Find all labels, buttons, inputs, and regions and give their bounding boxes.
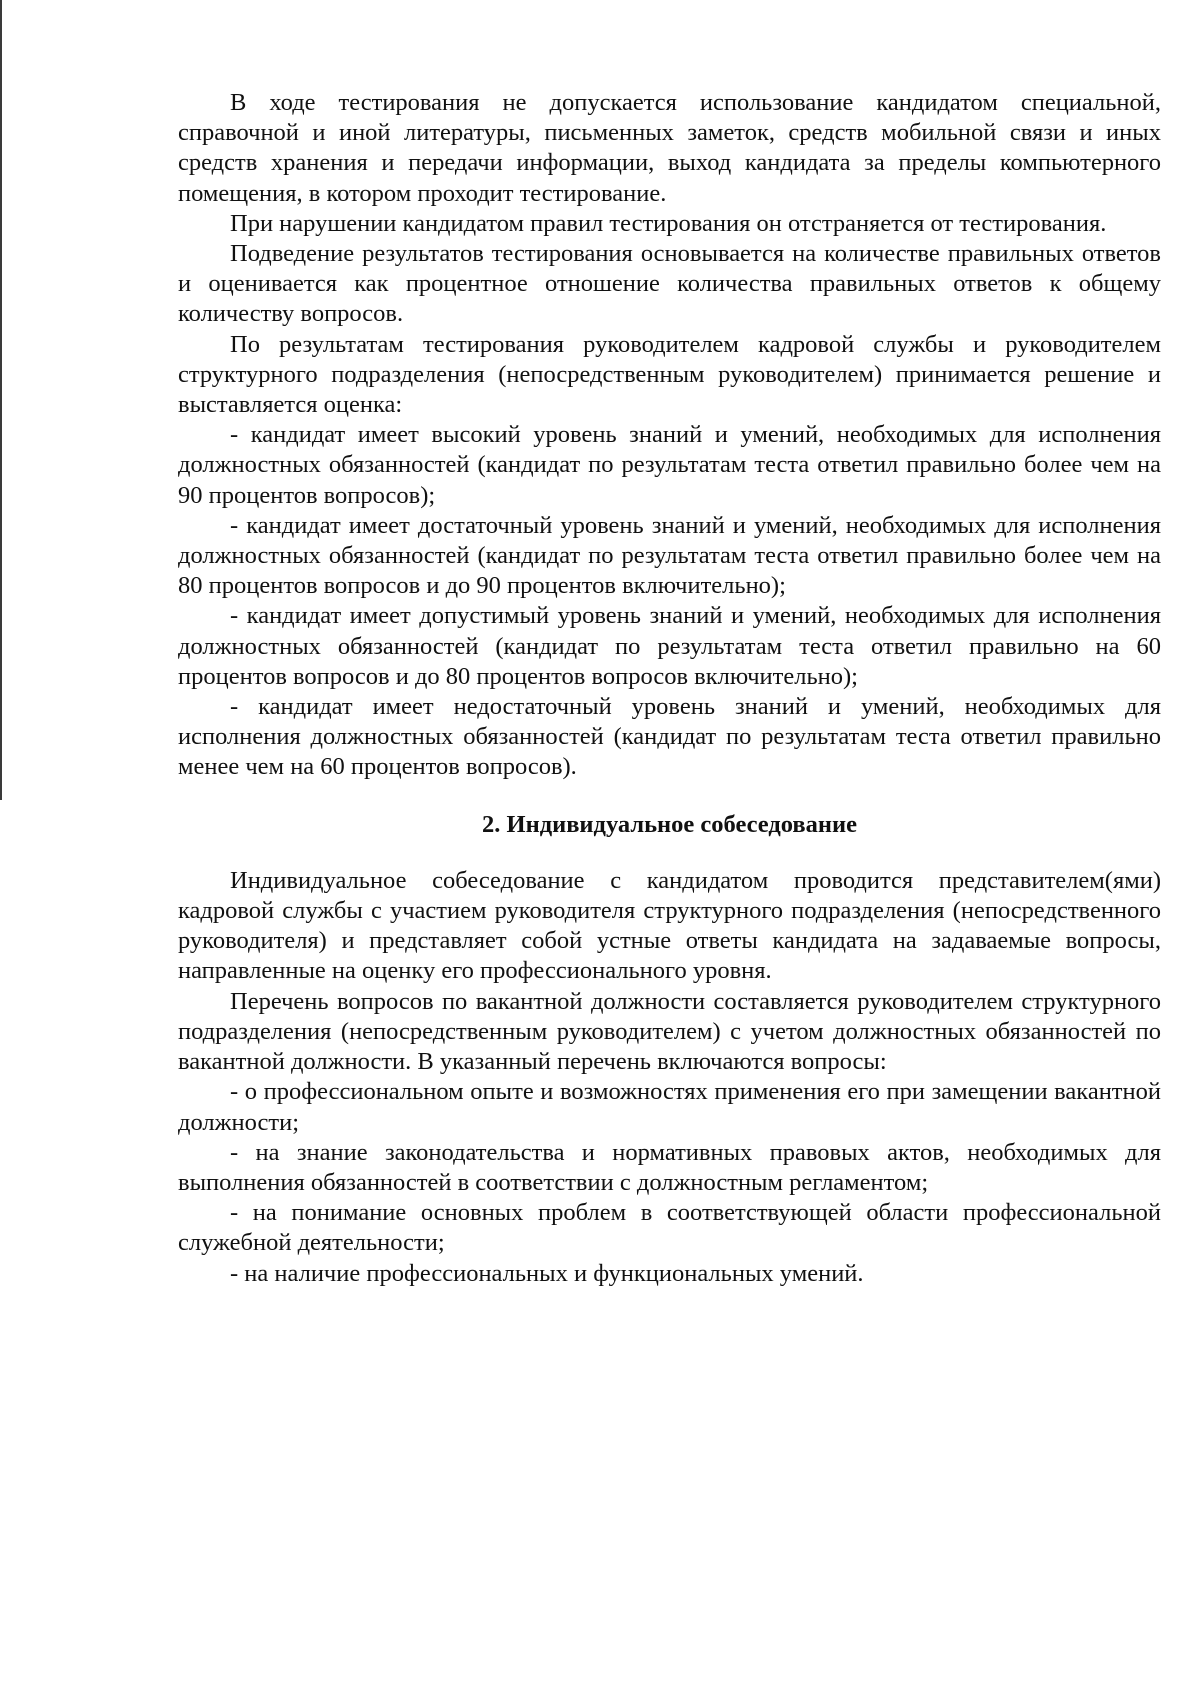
list-item-sufficient-level: - кандидат имеет достаточный уровень знаний и умений, необходимых для исполнения должностных обязанностей (кандидат по результатам теста ответил правильно более чем на 80 процентов вопросов и до 90 процентов включительно); (178, 511, 1161, 600)
list-item-legislation-knowledge: - на знание законодательства и нормативных правовых актов, необходимых для выполнения обязанностей в соответствии с должностным регламентом; (178, 1138, 1161, 1196)
list-item-professional-experience: - о профессиональном опыте и возможностях применения его при замещении вакантной должности; (178, 1078, 1161, 1136)
paragraph-violation: При нарушении кандидатом правил тестирования он отстраняется от тестирования. (230, 209, 1107, 237)
section-heading: 2. Индивидуальное собеседование (482, 810, 857, 838)
list-item-high-level: - кандидат имеет высокий уровень знаний и умений, необходимых для исполнения должностных обязанностей (кандидат по результатам теста ответил правильно более чем на 90 процентов вопросов); (178, 421, 1161, 509)
document-page (178, 88, 1161, 1289)
scan-edge-line (0, 0, 2, 800)
list-item-insufficient-level: - кандидат имеет недостаточный уровень знаний и умений, необходимых для исполнения должностных обязанностей (кандидат по результатам теста ответил правильно менее чем на 60 процентов вопросов). (178, 693, 1161, 781)
list-item-problem-understanding: - на понимание основных проблем в соответствующей области профессиональной служебной деятельности; (178, 1199, 1161, 1257)
paragraph-results-summary: Подведение результатов тестирования основывается на количестве правильных ответов и оценивается как процентное отношение количества правильных ответов к общему количеству вопросов. (178, 240, 1161, 328)
list-item-acceptable-level: - кандидат имеет допустимый уровень знаний и умений, необходимых для исполнения должностных обязанностей (кандидат по результатам теста ответил правильно на 60 процентов вопросов и до 80 процентов вопросов включительно); (178, 602, 1161, 690)
paragraph-testing-rules: В ходе тестирования не допускается использование кандидатом специальной, справочной и иной литературы, письменных заметок, средств мобильной связи и иных средств хранения и передачи информации, выход кандидата за пределы компьютерного помещения, в котором проходит тестирование. (178, 89, 1161, 207)
paragraph-question-list: Перечень вопросов по вакантной должности составляется руководителем структурного подразделения (непосредственным руководителем) с учетом должностных обязанностей по вакантной должности. В указанный перечень включаются вопросы: (178, 987, 1161, 1076)
paragraph-evaluation-decision: По результатам тестирования руководителем кадровой службы и руководителем структурного подразделения (непосредственным руководителем) принимается решение и выставляется оценка: (178, 330, 1161, 419)
paragraph-interview-description: Индивидуальное собеседование с кандидатом проводится представителем(ями) кадровой службы с участием руководителя структурного подразделения (непосредственного руководителя) и представляет собой устные ответы кандидата на задаваемые вопросы, направленные на оценку его профессионального уровня. (178, 866, 1161, 985)
list-item-professional-skills: - на наличие профессиональных и функциональных умений. (230, 1259, 864, 1287)
